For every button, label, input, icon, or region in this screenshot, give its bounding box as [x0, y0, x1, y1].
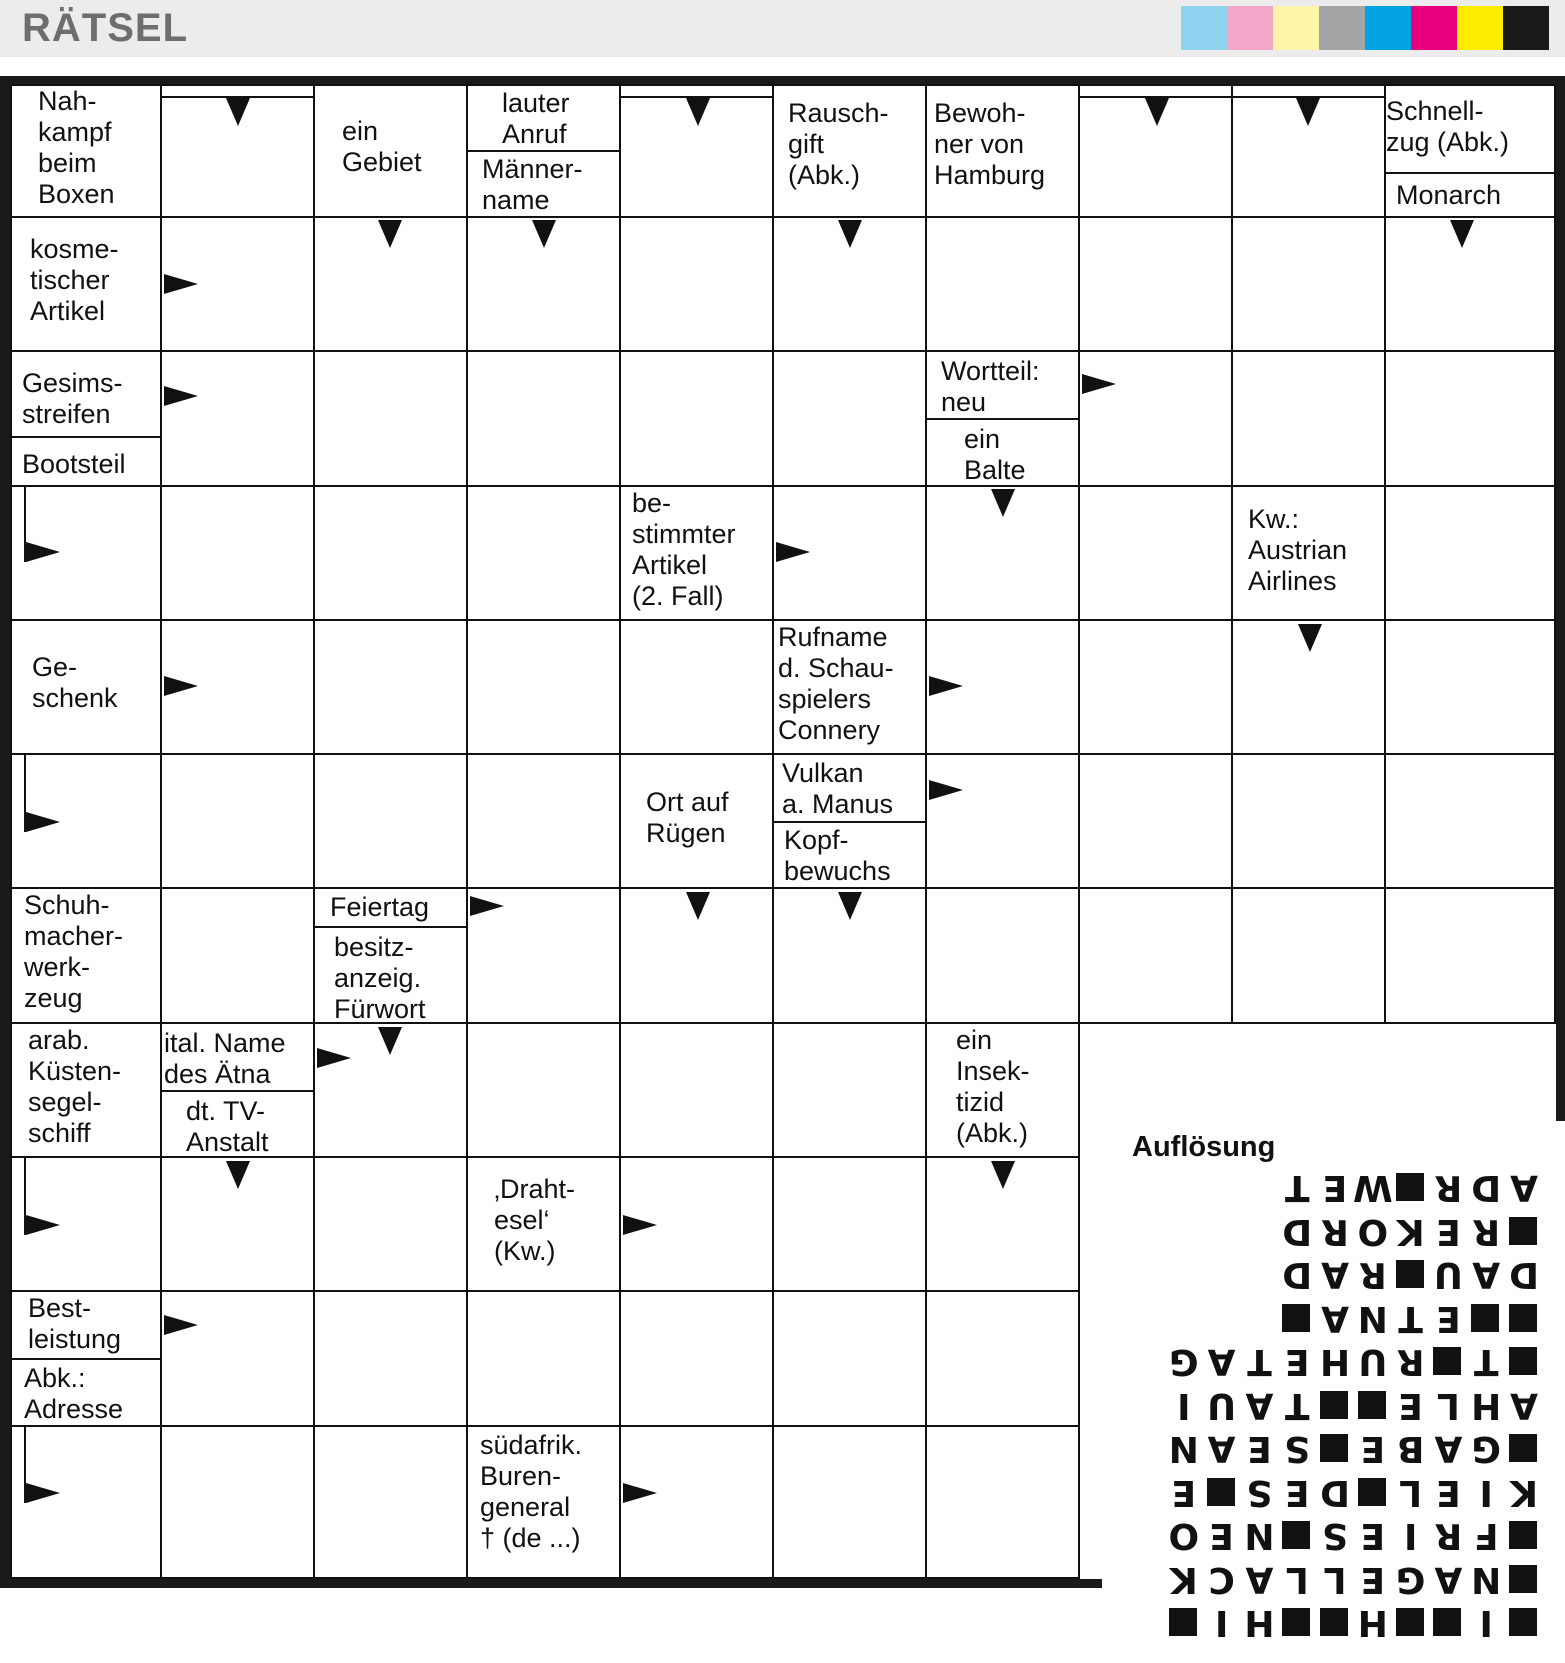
arrow-down-7	[838, 892, 862, 920]
solution-row	[1128, 1428, 1544, 1468]
solution-row	[1128, 1515, 1544, 1555]
solution-letter: R	[1396, 1341, 1425, 1382]
arrow-flag-2	[26, 1215, 60, 1235]
solution-letter: D	[1282, 1210, 1313, 1252]
clue-r6c2a: Feiertag	[330, 892, 430, 922]
grid-cell-r10-c6[interactable]	[927, 1427, 1080, 1579]
clue-divider-r5c5	[774, 821, 927, 823]
arrow-down-0	[378, 220, 402, 248]
solution-letter: R	[1321, 1210, 1349, 1252]
arrow-right-5	[929, 676, 963, 696]
grid-cell-r3-c7[interactable]	[1080, 487, 1233, 621]
clue-divider-r7c1	[162, 1090, 315, 1092]
solution-letter: H	[1319, 1341, 1351, 1382]
grid-cell-r4-c9[interactable]	[1386, 621, 1556, 755]
header-bar	[0, 0, 1565, 57]
color-calibration-bar	[1181, 6, 1549, 50]
grid-cell-r10-c1[interactable]	[162, 1427, 315, 1579]
page-title: RÄTSEL	[22, 6, 188, 50]
grid-cell-r5-c9[interactable]	[1386, 755, 1556, 889]
solution-block	[1315, 1602, 1355, 1642]
clue-r7c6: ein Insek- tizid (Abk.)	[956, 1025, 1030, 1148]
grid-cell-r7-c4[interactable]	[621, 1024, 774, 1158]
clue-divider-r6c2	[315, 926, 468, 928]
clue-r5c5a: Vulkan a. Manus	[782, 758, 894, 819]
grid-cell-r5-c2[interactable]	[315, 755, 468, 889]
solution-row	[1128, 1167, 1544, 1207]
solution-letter: E	[1171, 1471, 1197, 1513]
solution-letter: U	[1433, 1254, 1464, 1295]
arrow-down-hook-top-0	[226, 98, 250, 126]
solution-letter: E	[1284, 1341, 1310, 1382]
arrow-down-5	[1298, 624, 1322, 652]
arrow-down-hook-top-1	[686, 98, 710, 126]
solution-letter: L	[1285, 1558, 1309, 1600]
grid-cell-r7-c3[interactable]	[468, 1024, 621, 1158]
grid-cell-r6-c8[interactable]	[1233, 889, 1386, 1024]
solution-letter: E	[1360, 1515, 1386, 1556]
grid-cell-r4-c4[interactable]	[621, 621, 774, 755]
grid-cell-r9-c1[interactable]	[162, 1292, 315, 1427]
clue-r2c0b: Bootsteil	[22, 449, 126, 479]
grid-cell-r3-c2[interactable]	[315, 487, 468, 621]
arrow-down-1	[532, 220, 556, 248]
solution-block	[1391, 1254, 1431, 1294]
solution-block	[1353, 1472, 1393, 1512]
solution-block	[1504, 1559, 1544, 1599]
solution-title: Auflösung	[1132, 1131, 1276, 1163]
solution-letter: O	[1357, 1210, 1389, 1252]
arrow-down-6	[686, 892, 710, 920]
solution-letter: A	[1245, 1558, 1274, 1600]
grid-cell-r4-c3[interactable]	[468, 621, 621, 755]
clue-divider-r0c9	[1386, 172, 1556, 174]
solution-letter: S	[1322, 1515, 1348, 1556]
solution-letter: G	[1169, 1341, 1199, 1382]
solution-block	[1391, 1602, 1431, 1642]
grid-cell-r1-c6[interactable]	[927, 218, 1080, 352]
solution-letter: T	[1284, 1384, 1310, 1426]
grid-cell-r5-c6[interactable]	[927, 755, 1080, 889]
arrow-down-2	[838, 220, 862, 248]
grid-cell-r6-c6[interactable]	[927, 889, 1080, 1024]
grid-cell-r5-c7[interactable]	[1080, 755, 1233, 889]
grid-cell-r5-c8[interactable]	[1233, 755, 1386, 889]
clue-r0c3a: lauter Anruf	[502, 88, 570, 149]
solution-letter: H	[1357, 1602, 1388, 1643]
solution-letter: T	[1398, 1297, 1423, 1339]
arrow-right-10	[164, 1315, 198, 1335]
solution-block	[1428, 1341, 1468, 1381]
solution-letter: A	[1434, 1558, 1463, 1600]
solution-block	[1504, 1211, 1544, 1251]
grid-cell-r9-c2[interactable]	[315, 1292, 468, 1427]
swatch-3	[1319, 6, 1365, 50]
solution-letter: T	[1473, 1341, 1499, 1382]
solution-block	[1504, 1298, 1544, 1338]
solution-letter: N	[1244, 1515, 1275, 1556]
grid-cell-r5-c3[interactable]	[468, 755, 621, 889]
solution-letter: E	[1209, 1515, 1234, 1556]
solution-block	[1277, 1298, 1317, 1338]
solution-letter: E	[1436, 1297, 1461, 1339]
grid-cell-r2-c3[interactable]	[468, 352, 621, 487]
grid-cell-r9-c3[interactable]	[468, 1292, 621, 1427]
clue-r5c5b: Kopf- bewuchs	[784, 825, 891, 886]
solution-letter: G	[1395, 1558, 1426, 1600]
solution-letter: S	[1284, 1428, 1311, 1469]
solution-row	[1128, 1472, 1544, 1512]
solution-block	[1504, 1515, 1544, 1555]
solution-block	[1504, 1341, 1544, 1381]
solution-letter: K	[1510, 1471, 1538, 1513]
clue-r3c8: Kw.: Austrian Airlines	[1248, 504, 1348, 596]
solution-row	[1128, 1341, 1544, 1381]
arrow-right-3	[776, 542, 810, 562]
solution-letter: F	[1473, 1515, 1499, 1556]
clue-r9c0b: Abk.: Adresse	[24, 1363, 124, 1424]
grid-cell-r3-c1[interactable]	[162, 487, 315, 621]
swatch-6	[1457, 6, 1503, 50]
clue-divider-r9c0	[10, 1358, 162, 1360]
solution-letter: S	[1246, 1471, 1273, 1513]
solution-block	[1277, 1515, 1317, 1555]
solution-letter: U	[1358, 1341, 1388, 1382]
arrow-right-0	[164, 274, 198, 294]
solution-row	[1128, 1298, 1544, 1338]
solution-letter: A	[1321, 1254, 1349, 1295]
solution-block	[1277, 1602, 1317, 1642]
solution-letter: N	[1471, 1558, 1502, 1600]
arrow-right-2	[1082, 374, 1116, 394]
clue-r6c0: Schuh- macher- werk- zeug	[24, 890, 124, 1013]
grid-cell-r1-c8[interactable]	[1233, 218, 1386, 352]
grid-cell-r4-c7[interactable]	[1080, 621, 1233, 755]
solution-letter: L	[1436, 1384, 1460, 1426]
solution-letter: G	[1471, 1428, 1501, 1469]
solution-letter: D	[1282, 1254, 1313, 1295]
grid-cell-r6-c9[interactable]	[1386, 889, 1556, 1024]
arrow-down-3	[1450, 220, 1474, 248]
grid-cell-r2-c9[interactable]	[1386, 352, 1556, 487]
swatch-0	[1181, 6, 1227, 50]
solution-box	[1102, 1121, 1565, 1663]
grid-cell-r9-c4[interactable]	[621, 1292, 774, 1427]
grid-cell-r10-c4[interactable]	[621, 1427, 774, 1579]
solution-letter: E	[1436, 1210, 1461, 1252]
grid-cell-r9-c6[interactable]	[927, 1292, 1080, 1427]
solution-row	[1128, 1602, 1544, 1642]
solution-letter: E	[1322, 1167, 1348, 1208]
clue-r0c5: Rausch- gift (Abk.)	[788, 98, 889, 190]
solution-letter: I	[1214, 1602, 1229, 1643]
grid-cell-r10-c5[interactable]	[774, 1427, 927, 1579]
solution-letter: R	[1434, 1515, 1463, 1556]
solution-letter: A	[1207, 1341, 1236, 1382]
solution-block	[1315, 1385, 1355, 1425]
solution-letter: E	[1436, 1471, 1461, 1513]
clue-r0c2: ein Gebiet	[342, 116, 422, 177]
arrow-right-8	[317, 1048, 351, 1068]
solution-row	[1128, 1254, 1544, 1294]
clue-r0c3b: Männer- name	[482, 154, 583, 215]
solution-row	[1128, 1385, 1544, 1425]
clue-r2c6a: Wortteil: neu	[941, 356, 1040, 417]
solution-letter: D	[1320, 1471, 1350, 1513]
solution-letter: I	[1177, 1384, 1191, 1426]
grid-cell-r2-c8[interactable]	[1233, 352, 1386, 487]
arrow-down-9	[226, 1161, 250, 1189]
grid-cell-r6-c1[interactable]	[162, 889, 315, 1024]
clue-r0c9a: Schnell- zug (Abk.)	[1386, 96, 1510, 157]
solution-letter: D	[1509, 1254, 1539, 1295]
solution-letter: A	[1510, 1384, 1538, 1426]
solution-letter: N	[1357, 1297, 1388, 1339]
solution-letter: L	[1323, 1558, 1347, 1600]
solution-block	[1428, 1602, 1468, 1642]
swatch-7	[1503, 6, 1549, 50]
arrow-down-10	[991, 1161, 1015, 1189]
swatch-5	[1411, 6, 1457, 50]
clue-r5c4: Ort auf Rügen	[646, 787, 729, 848]
solution-letter: A	[1434, 1428, 1463, 1469]
clue-divider-r2c0	[10, 436, 162, 438]
solution-letter: N	[1168, 1428, 1199, 1469]
grid-cell-r1-c7[interactable]	[1080, 218, 1233, 352]
grid-cell-r2-c7[interactable]	[1080, 352, 1233, 487]
grid-cell-r2-c1[interactable]	[162, 352, 315, 487]
solution-block	[1164, 1602, 1204, 1642]
arrow-right-6	[929, 780, 963, 800]
grid-cell-r3-c9[interactable]	[1386, 487, 1556, 621]
arrow-flag-1	[26, 812, 60, 832]
arrow-right-1	[164, 386, 198, 406]
grid-cell-r3-c3[interactable]	[468, 487, 621, 621]
solution-letter: L	[1399, 1471, 1423, 1513]
clue-r7c0: arab. Küsten- segel- schiff	[28, 1025, 122, 1148]
solution-letter: E	[1360, 1558, 1386, 1600]
swatch-1	[1227, 6, 1273, 50]
clue-r8c3: ‚Draht- esel‘ (Kw.)	[494, 1174, 576, 1266]
clue-r3c4: be- stimmter Artikel (2. Fall)	[632, 488, 736, 611]
clue-r0c6: Bewoh- ner von Hamburg	[934, 98, 1046, 190]
solution-block	[1202, 1472, 1242, 1512]
grid-cell-r10-c2[interactable]	[315, 1427, 468, 1579]
arrow-right-7	[470, 896, 504, 916]
clue-r1c0: kosme- tischer Artikel	[30, 234, 119, 326]
arrow-flag-0	[26, 542, 60, 562]
grid-cell-r7-c5[interactable]	[774, 1024, 927, 1158]
grid-cell-r2-c4[interactable]	[621, 352, 774, 487]
solution-letter: R	[1434, 1167, 1463, 1208]
solution-letter: A	[1510, 1167, 1538, 1208]
solution-letter: I	[1403, 1515, 1418, 1556]
solution-letter: E	[1360, 1428, 1386, 1469]
arrow-right-11	[623, 1483, 657, 1503]
arrow-right-9	[623, 1215, 657, 1235]
solution-block	[1391, 1167, 1431, 1207]
solution-letter: U	[1207, 1384, 1237, 1426]
solution-row	[1128, 1559, 1544, 1599]
solution-letter: H	[1471, 1384, 1502, 1426]
grid-cell-r2-c2[interactable]	[315, 352, 468, 487]
clue-divider-r0c3	[468, 150, 621, 152]
grid-cell-r10-c0[interactable]	[10, 1427, 162, 1579]
clue-r4c0: Ge- schenk	[32, 652, 118, 713]
grid-cell-r1-c4[interactable]	[621, 218, 774, 352]
solution-letter: B	[1396, 1428, 1425, 1469]
solution-letter: I	[1479, 1602, 1493, 1643]
solution-letter: E	[1398, 1384, 1423, 1426]
clue-r0c9b: Monarch	[1396, 180, 1502, 210]
solution-letter: A	[1472, 1254, 1501, 1295]
solution-letter: T	[1247, 1341, 1272, 1382]
solution-letter: W	[1352, 1167, 1393, 1208]
grid-cell-r9-c5[interactable]	[774, 1292, 927, 1427]
solution-letter: R	[1472, 1210, 1501, 1252]
clue-r4c5: Rufname d. Schau- spielers Connery	[778, 622, 894, 745]
grid-cell-r6-c7[interactable]	[1080, 889, 1233, 1024]
solution-letter: D	[1471, 1167, 1502, 1208]
solution-block	[1466, 1298, 1506, 1338]
solution-letter: A	[1245, 1384, 1274, 1426]
grid-cell-r8-c2[interactable]	[315, 1158, 468, 1292]
solution-letter: E	[1284, 1471, 1310, 1513]
solution-block	[1315, 1428, 1355, 1468]
clue-r2c6b: ein Balte	[964, 424, 1026, 485]
solution-letter: T	[1284, 1167, 1310, 1208]
solution-letter: H	[1244, 1602, 1275, 1643]
solution-letter: A	[1207, 1428, 1236, 1469]
swatch-4	[1365, 6, 1411, 50]
arrow-flag-3	[26, 1483, 60, 1503]
crossword-grid	[10, 84, 1556, 1643]
clue-divider-r2c6	[927, 418, 1080, 420]
solution-block	[1504, 1428, 1544, 1468]
solution-block	[1504, 1602, 1544, 1642]
grid-cell-r2-c5[interactable]	[774, 352, 927, 487]
solution-letter: A	[1321, 1297, 1349, 1339]
arrow-down-4	[991, 489, 1015, 517]
arrow-right-4	[164, 676, 198, 696]
solution-block	[1353, 1385, 1393, 1425]
solution-letter: E	[1247, 1428, 1272, 1469]
swatch-2	[1273, 6, 1319, 50]
solution-row	[1128, 1211, 1544, 1251]
solution-letter: C	[1208, 1558, 1235, 1600]
grid-cell-r5-c1[interactable]	[162, 755, 315, 889]
clue-r6c2b: besitz- anzeig. Fürwort	[334, 932, 426, 1024]
solution-letter: R	[1358, 1254, 1387, 1295]
clue-r7c1a: ital. Name des Ätna	[164, 1028, 286, 1089]
grid-cell-r4-c2[interactable]	[315, 621, 468, 755]
clue-r10c3: südafrik. Buren- general † (de ...)	[480, 1430, 583, 1553]
clue-r2c0a: Gesims- streifen	[22, 368, 123, 429]
solution-letter: K	[1169, 1558, 1198, 1600]
arrow-down-8	[378, 1027, 402, 1055]
clue-r9c0a: Best- leistung	[28, 1293, 122, 1354]
arrow-down-hook-top-3	[1296, 98, 1320, 126]
clue-r0c0: Nah- kampf beim Boxen	[38, 86, 115, 209]
clue-r7c1b: dt. TV- Anstalt	[186, 1096, 269, 1157]
grid-cell-r8-c5[interactable]	[774, 1158, 927, 1292]
solution-letter: I	[1479, 1471, 1493, 1513]
solution-letter: O	[1168, 1515, 1200, 1556]
solution-letter: K	[1396, 1210, 1425, 1252]
arrow-down-hook-top-2	[1145, 98, 1169, 126]
